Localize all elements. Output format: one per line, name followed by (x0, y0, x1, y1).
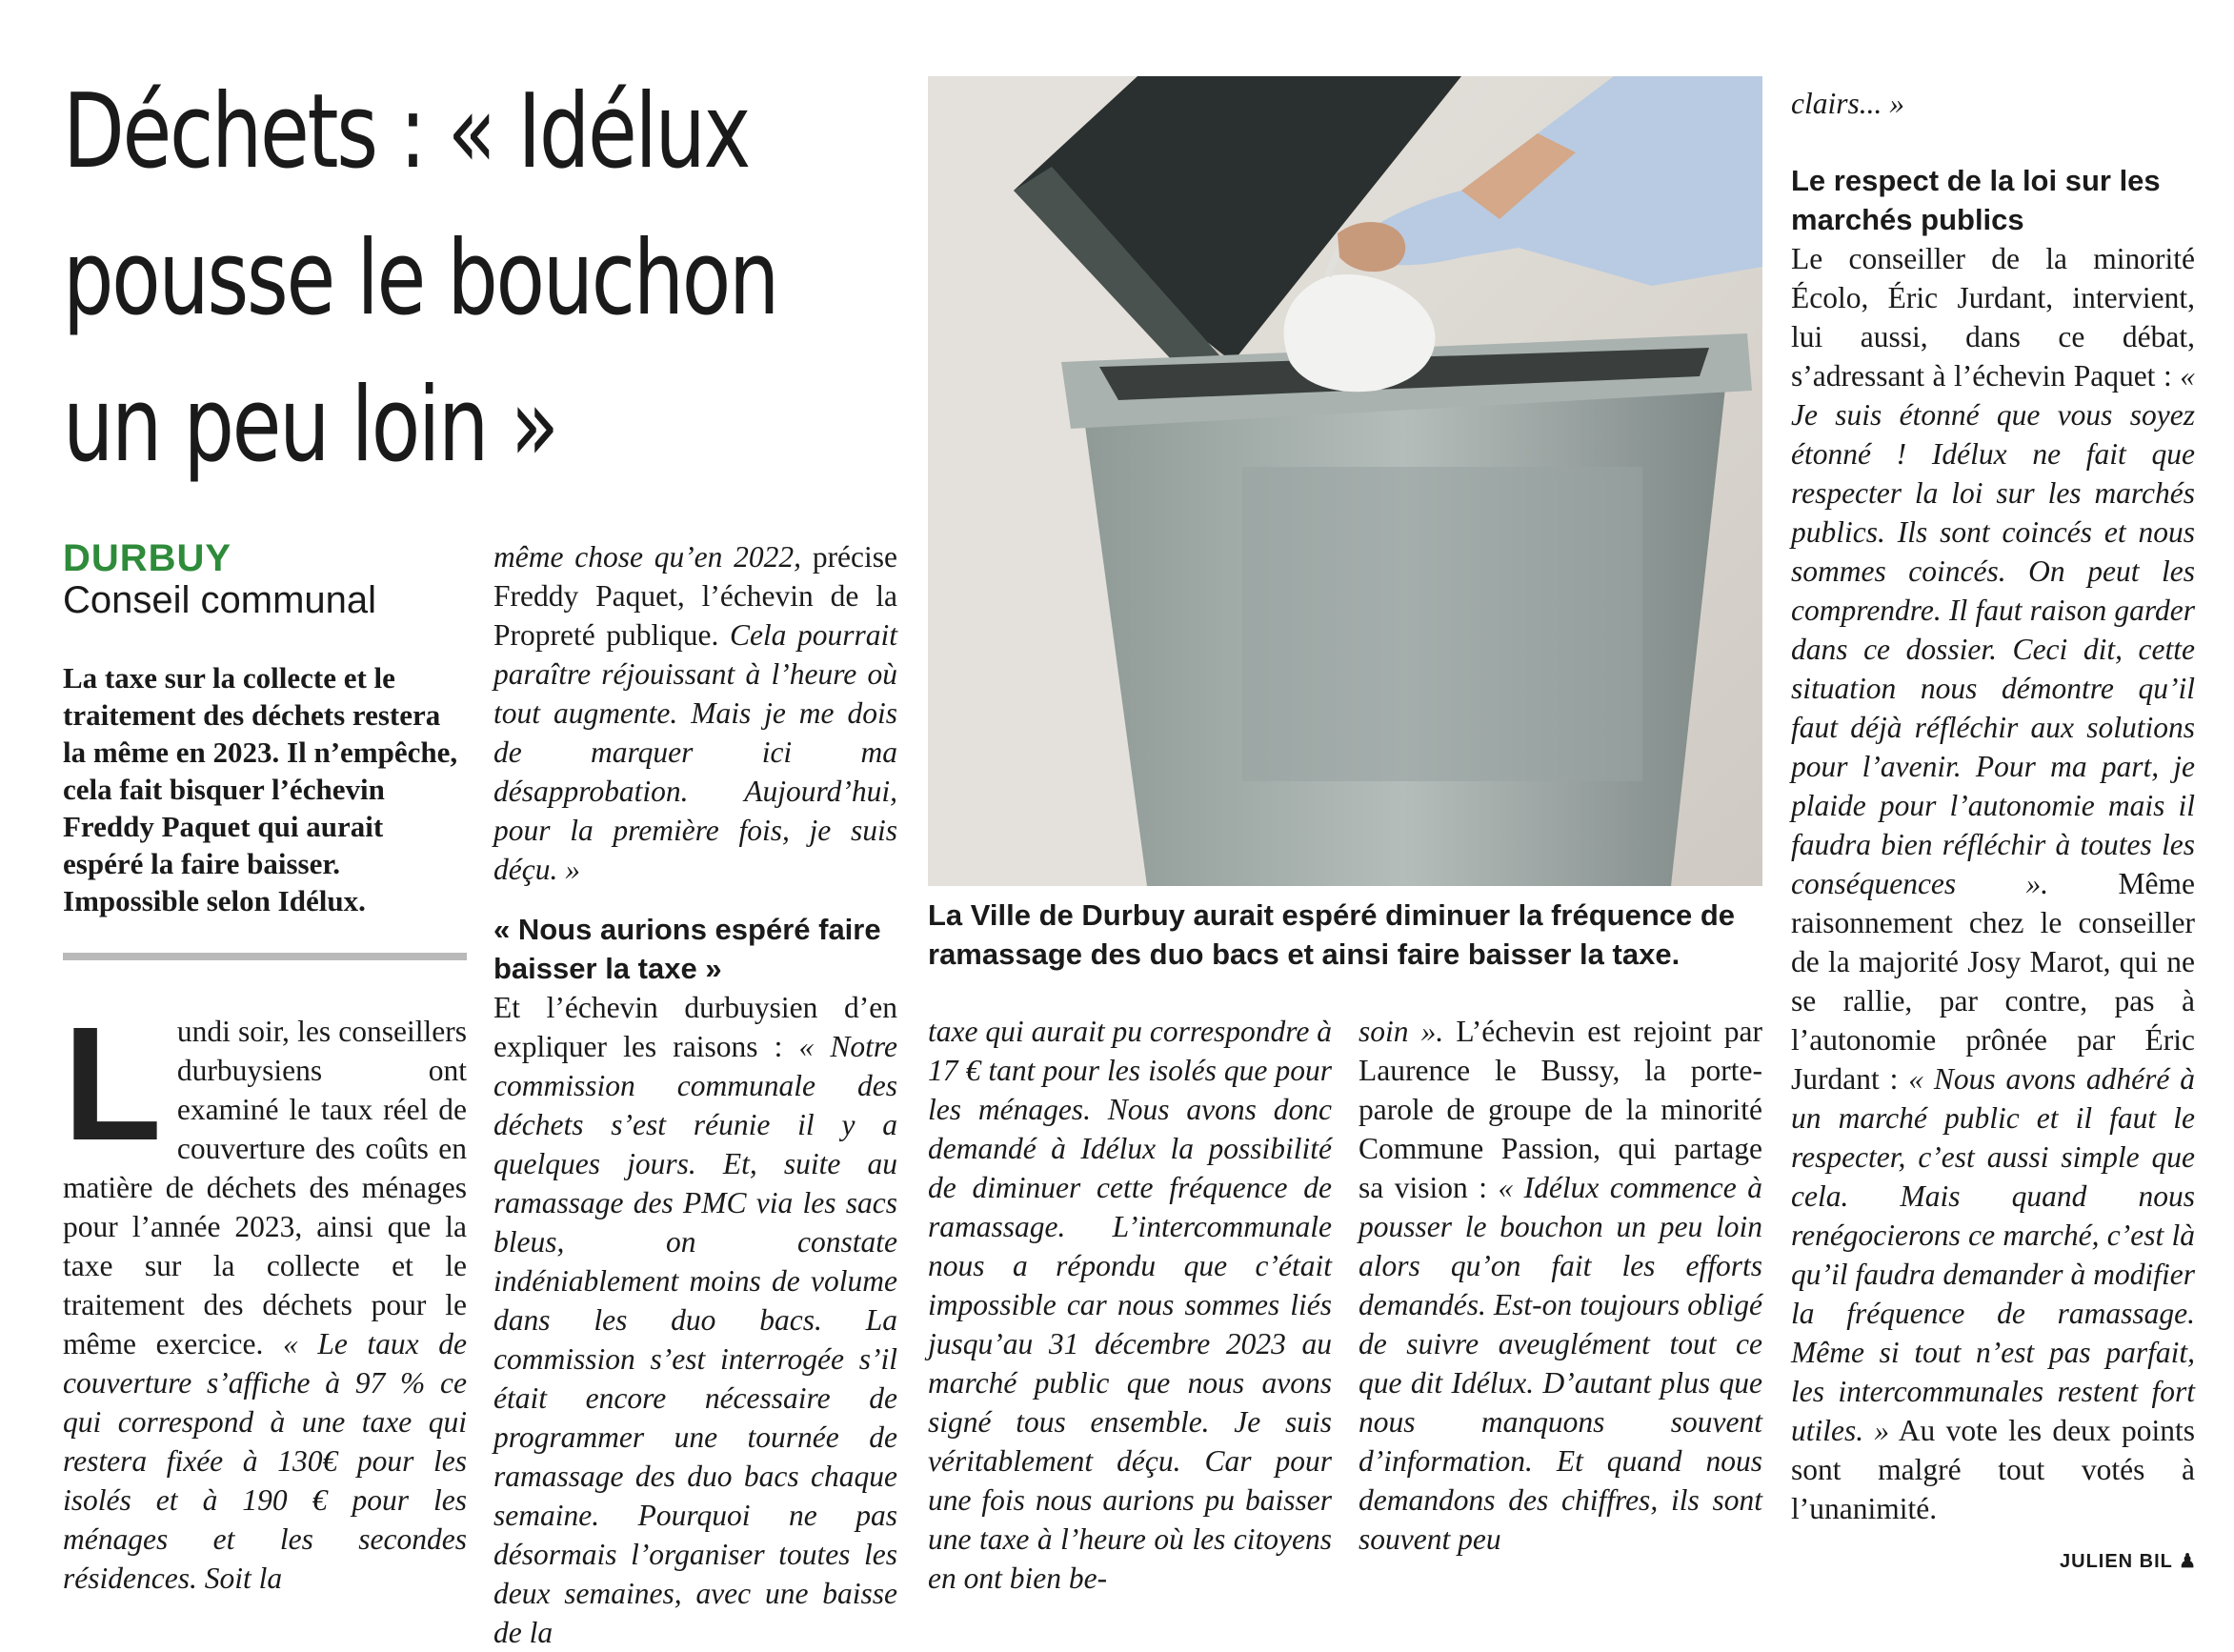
headline-line-1: Déchets : « Idélux (63, 72, 750, 191)
byline (2060, 1549, 2197, 1573)
column-2-text-1: précise Freddy Paquet, l’échevin de la Propreté publique. (493, 540, 898, 652)
photo-caption: La Ville de Durbuy aurait espéré diminuer la fréquence de ramassage des duo bacs et ainsi faire baisser la taxe. (928, 898, 1736, 971)
column-2-subhead: « Nous aurions espéré faire baisser la taxe » (493, 913, 881, 985)
column-4-quote-2: « Idélux commence à pousser le bouchon un peu loin alors qu’on fait les efforts demandés. Est-on toujours obligé de suivre aveuglément tout ce que dit Idélux. D’autant plus que nous manquons souvent d’information. Et quand nous demandons des chiffres, ils sont souvent peu (1359, 1171, 1762, 1556)
article-column-4 (1359, 1012, 1762, 1559)
headline (63, 59, 778, 499)
kicker (63, 537, 473, 621)
column-4-text-1: L’échevin est rejoint par Laurence le Bussy, la porte-parole de groupe de la minorité Commune Passion, qui partage sa vision : (1359, 1015, 1762, 1204)
drop-cap: L (63, 994, 162, 1175)
article-column-1 (63, 994, 468, 1598)
article-column-5 (1791, 84, 2195, 1528)
headline-line-2: pousse le bouchon (63, 219, 778, 338)
column-5-quote-3: « Nous avons adhéré à un marché public et il faut le respecter, c’est aussi simple que cela. Mais quand nous renégocierons ce marché, c’est là qu’il faudra demander à modifier la fréquence de ramassage. Même si tout n’est pas parfait, les intercommunales restent fort utiles. » (1791, 1062, 2196, 1447)
column-5-quote-1: clairs... » (1791, 87, 1905, 120)
column-5-text-2: Même raisonnement chez le conseiller de la majorité Josy Marot, qui ne se rallie, par contre, pas à l’autonomie prônée par Éric Jurdant : (1791, 867, 2195, 1096)
column-2-quote-1: même chose qu’en 2022, (493, 540, 802, 574)
column-1-quote: « Le taux de couverture s’affiche à 97 % ce qui correspond à une taxe qui restera fixée à 130€ pour les isolés et à 190 € pour les ménages et les secondes résidences. Soit la (63, 1327, 468, 1595)
byline-name: JULIEN BIL (2060, 1551, 2173, 1572)
chapeau: La taxe sur la collecte et le traitement des déchets restera la même en 2023. Il n’empêche, cela fait bisquer l’échevin Freddy Paquet qui aurait espéré la faire baisser. Impossible selon Idélux. (63, 661, 458, 917)
article-photo (928, 76, 1762, 886)
column-2-text-2: Et l’échevin durbuysien d’en expliquer les raisons : (493, 991, 897, 1063)
column-5-subhead: Le respect de la loi sur les marchés publics (1791, 164, 2161, 236)
column-5-text-3: Au vote les deux points sont malgré tout votés à l’unanimité. (1791, 1414, 2195, 1525)
column-4-quote-1: soin ». (1359, 1015, 1444, 1048)
article-column-2 (493, 537, 897, 1652)
column-5-text-1: Le conseiller de la minorité Écolo, Éric Jurdant, intervient, lui aussi, dans ce débat, s’adressant à l’échevin Paquet : (1791, 242, 2195, 393)
column-1-text: undi soir, les conseillers durbuysiens ont examiné le taux réel de couverture des coûts en matière de déchets des ménages pour l’année 2023, ainsi que la taxe sur la collecte et le traitement des déchets pour le même exercice. (63, 1015, 467, 1360)
headline-line-3: un peu loin » (63, 366, 557, 485)
column-2-quote-3: « Notre commission communale des déchets s’est réunie il y a quelques jours. Et, suite au ramassage des PMC via les sacs bleus, on constate indéniablement moins de volume dans les duo bacs. La commission s’est interrogée s’il était encore nécessaire de programmer une tournée de ramassage des duo bacs chaque semaine. Pourquoi ne pas désormais l’organiser toutes les deux semaines, avec une baisse de la (493, 1030, 897, 1649)
section-label: Conseil communal (63, 579, 377, 621)
column-3-quote: taxe qui aurait pu correspondre à 17 € tant pour les isolés que pour les ménages. Nous avons donc demandé à Idélux la possibilité de diminuer cette fréquence de ramassage. L’intercommunale nous a répondu que c’était impossible car nous sommes liés jusqu’au 31 décembre 2023 au marché public que nous avons signé tous ensemble. Je suis véritablement déçu. Car pour une fois nous aurions pu baisser une taxe à l’heure où les citoyens en ont bien be- (928, 1015, 1332, 1595)
column-2-quote-2: Cela pourrait paraître réjouissant à l’heure où tout augmente. Mais je me dois de marquer ici ma désapprobation. Aujourd’hui, pour la première fois, je suis déçu. » (493, 618, 898, 886)
bin-photo-illustration (928, 76, 1762, 886)
chapeau-divider (63, 953, 467, 960)
person-icon: ♟ (2179, 1551, 2198, 1572)
article-column-3 (928, 1012, 1332, 1598)
column-5-quote-2: « Je suis étonné que vous soyez étonné ! Idélux ne fait que respecter la loi sur les marchés publics. Ils sont coincés et nous sommes coincés. On peut les comprendre. Il faut raison garder dans ce dossier. Ceci dit, cette situation nous démontre qu’il faut déjà réfléchir aux solutions pour l’avenir. Pour ma part, je plaide pour l’autonomie mais il faudra bien réfléchir à toutes les conséquences ». (1791, 359, 2195, 900)
place-label: DURBUY (63, 537, 232, 579)
